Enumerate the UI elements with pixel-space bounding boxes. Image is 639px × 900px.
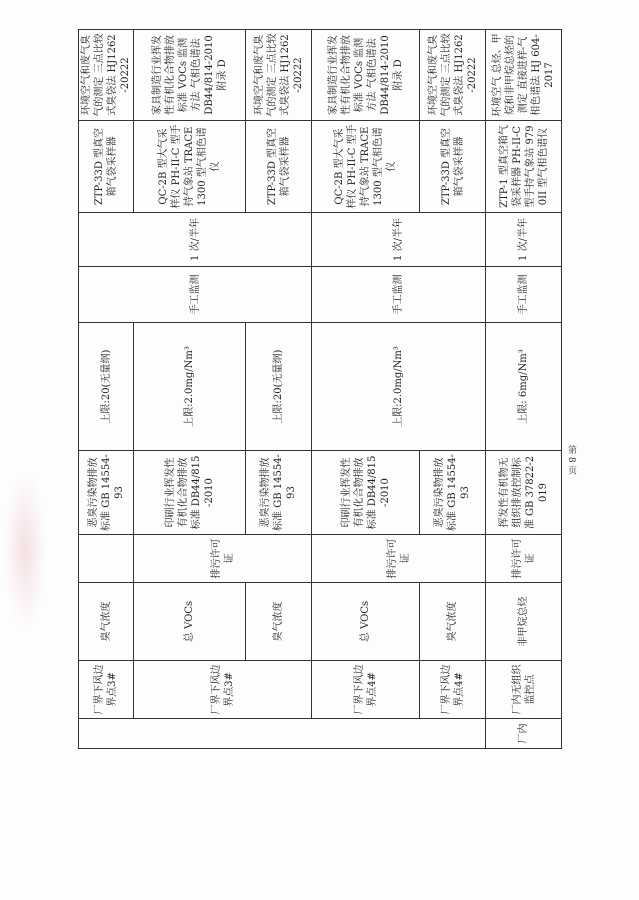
cell-analysis-method: 家具制造行业挥发性有机化合物排放标准 VOCs 监测方法 气相色谱法 DB44/814-2010 附录 D	[134, 30, 246, 121]
cell-standard: 印刷行业挥发性有机化合物排放标准 DB44/815-2010	[312, 451, 420, 535]
cell-point: 厂界下风边界点4#	[312, 661, 420, 719]
cell-standard: 印刷行业挥发性有机化合物排放标准 DB44/815-2010	[134, 451, 246, 535]
table-row	[486, 30, 562, 749]
cell-instrument: QC-2B 型大气采样仪 PH-II-C 型手持气象站 TRACE1300 型气相色谱仪	[134, 121, 246, 213]
cell-method: 手工监测	[486, 267, 562, 323]
cell-instrument: QC-2B 型大气采样仪 PH-II-C 型手持气象站 TRACE1300 型气相色谱仪	[312, 121, 420, 213]
cell-point: 厂内无组织监控点	[486, 661, 562, 719]
cell-analysis-method: 家具制造行业挥发性有机化合物排放标准 VOCs 监测方法 气相色谱法 DB44/814-2010 附录 D	[312, 30, 420, 121]
cell-limit: 上限:2.0mg/Nm³	[312, 323, 486, 451]
table-row	[79, 30, 134, 749]
cell-instrument: ZTP-33D 型真空箱气袋采样器	[79, 121, 134, 213]
cell-limit: 上限:2.0mg/Nm³	[134, 323, 246, 451]
cell-frequency: 1 次/半年	[79, 213, 312, 267]
cell-analysis-method: 环境空气和废气臭气的测定 三点比较式臭袋法 HJ1262-20222	[79, 30, 134, 121]
cell-location: 厂内	[486, 719, 562, 749]
page-number: 第 8 页	[566, 445, 576, 475]
cell-analysis-method: 环境空气 总烃、甲烷和非甲烷总烃的测定 直接进样-气相色谱法 HJ 604-2017	[486, 30, 562, 121]
rotated-table-wrapper	[78, 30, 560, 749]
cell-item: 总 VOCs	[312, 583, 420, 661]
cell-standard: 挥发性有机物无组织排放控制标准 GB 37822-2019	[486, 451, 562, 535]
cell-standard: 恶臭污染物排放标准 GB 14554-93	[420, 451, 486, 535]
cell-item: 臭气浓度	[246, 583, 312, 661]
cell-item: 臭气浓度	[420, 583, 486, 661]
cell-item: 总 VOCs	[134, 583, 246, 661]
cell-standard-type: 排污许可证	[312, 535, 486, 583]
cell-standard-type: 排污许可证	[134, 535, 312, 583]
monitoring-table	[78, 29, 562, 749]
cell-standard: 恶臭污染物排放标准 GB 14554-93	[79, 451, 134, 535]
cell-point: 厂界下风边界点4#	[420, 661, 486, 719]
cell-location-blank	[79, 719, 486, 749]
cell-standard-type: 排污许可证	[486, 535, 562, 583]
cell-instrument: ZTP-33D 型真空箱气袋采样器	[246, 121, 312, 213]
cell-standard: 恶臭污染物排放标准 GB 14554-93	[246, 451, 312, 535]
cell-analysis-method: 环境空气和废气臭气的测定 三点比较式臭袋法 HJ1262-20222	[420, 30, 486, 121]
cell-limit: 上限:20(无量纲)	[246, 323, 312, 451]
table-row	[134, 30, 246, 749]
cell-frequency: 1 次/半年	[312, 213, 486, 267]
cell-frequency: 1 次/半年	[486, 213, 562, 267]
cell-limit: 上限: 6mg/Nm³	[486, 323, 562, 451]
cell-item: 臭气浓度	[79, 583, 134, 661]
cell-point: 厂界下风边界点3#	[79, 661, 134, 719]
cell-instrument: ZTP-1 型真空箱气袋采样器 PH-II-C 型手持气象站 9790II 型气相色谱仪	[486, 121, 562, 213]
cell-method: 手工监测	[79, 267, 312, 323]
red-stain-mark	[4, 470, 46, 630]
cell-limit: 上限:20(无量纲)	[79, 323, 134, 451]
table-row	[246, 30, 312, 749]
cell-method: 手工监测	[312, 267, 486, 323]
cell-standard-type	[79, 535, 134, 583]
table-row	[312, 30, 420, 749]
cell-point: 厂界下风边界点3#	[134, 661, 312, 719]
cell-item: 非甲烷总烃	[486, 583, 562, 661]
cell-analysis-method: 环境空气和废气臭气的测定 三点比较式臭袋法 HJ1262-20222	[246, 30, 312, 121]
cell-instrument: ZTP-33D 型真空箱气袋采样器	[420, 121, 486, 213]
